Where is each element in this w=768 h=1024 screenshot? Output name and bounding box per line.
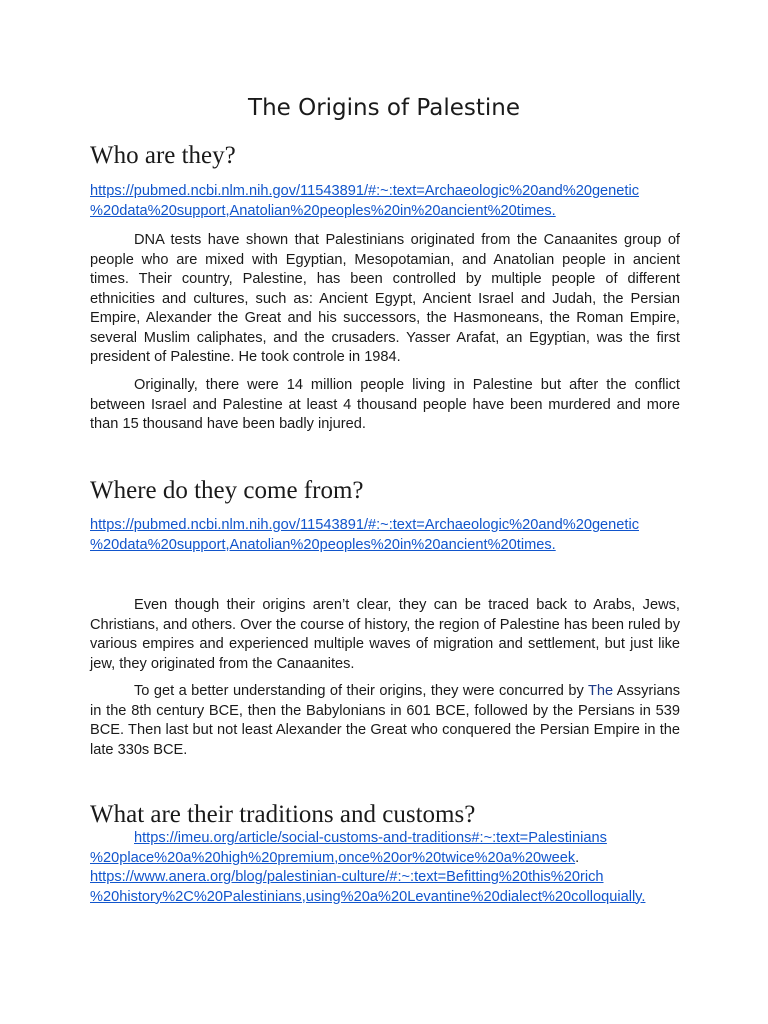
paragraph-empires: [90, 682, 680, 760]
page-title: The Origins of Palestine: [248, 95, 520, 121]
source-link-where[interactable]: [90, 516, 639, 555]
anera-link-line-1[interactable]: https://www.anera.org/blog/palestinian-culture/#:~:text=Befitting%20this%20rich: [90, 869, 604, 885]
anera-link-line-2-wrap: [90, 888, 645, 908]
traditions-links: [90, 829, 645, 907]
imeu-link-line-1-wrap: [90, 829, 645, 849]
highlighted-word: The: [587, 683, 614, 699]
paragraph-empires-start: To get a better understanding of their origins, they were concurred by: [134, 683, 588, 699]
imeu-link-line-2[interactable]: %20place%20a%20high%20premium,once%20or%20twice%20a%20week: [90, 849, 576, 866]
section-heading-traditions: What are their traditions and customs?: [90, 801, 476, 828]
paragraph-empires-end: Assyrians in the 8th century BCE, then the Babylonians in 601 BCE, followed by the Persians in 539 BCE. Then last but not least Alexander the Great who conquered the Persian Empire in the late 330s BCE.: [90, 683, 680, 758]
link-line-2[interactable]: %20data%20support,Anatolian%20peoples%20in%20ancient%20times.: [90, 536, 556, 553]
source-link-who[interactable]: [90, 182, 639, 221]
imeu-link-line-2-wrap: [90, 849, 645, 869]
section-heading-who: Who are they?: [90, 142, 236, 169]
anera-link-line-2[interactable]: %20history%2C%20Palestinians,using%20a%20Levantine%20dialect%20colloquially.: [90, 888, 646, 905]
anera-link-line-1-wrap: [90, 868, 645, 888]
link-line-1[interactable]: https://pubmed.ncbi.nlm.nih.gov/11543891/#:~:text=Archaeologic%20and%20genetic: [90, 183, 639, 199]
link-line-1[interactable]: https://pubmed.ncbi.nlm.nih.gov/11543891/#:~:text=Archaeologic%20and%20genetic: [90, 517, 639, 533]
paragraph-population: Originally, there were 14 million people living in Palestine but after the conflict between Israel and Palestine at least 4 thousand people have been murdered and more than 15 thousand have been badly injured.: [90, 377, 680, 432]
link-line-2[interactable]: %20data%20support,Anatolian%20peoples%20in%20ancient%20times.: [90, 202, 556, 219]
imeu-link-line-1[interactable]: https://imeu.org/article/social-customs-and-traditions#:~:text=Palestinians: [134, 830, 607, 846]
paragraph-dna: DNA tests have shown that Palestinians originated from the Canaanites group of people who are mixed with Egyptian, Mesopotamian, and Anatolian people in ancient times. Their country, Palestine, has been controlled by multiple people of different ethnicities and cultures, such as: Ancient Egypt, Ancient Israel and Judah, the Persian Empire, Alexander the Great and his successors, the Hasmoneans, the Roman Empire, several Muslim caliphates, and the crusaders. Yasser Arafat, an Egyptian, was the first president of Palestine. He took controle in 1984.: [90, 232, 680, 365]
paragraph-origins: Even though their origins aren’t clear, they can be traced back to Arabs, Jews, Christians, and others. Over the course of history, the region of Palestine has been ruled by various empires and experienced multiple waves of migration and settlement, but just like jew, they originated from the Canaanites.: [90, 597, 680, 672]
imeu-link-period: .: [575, 849, 580, 866]
section-heading-where: Where do they come from?: [90, 477, 364, 504]
